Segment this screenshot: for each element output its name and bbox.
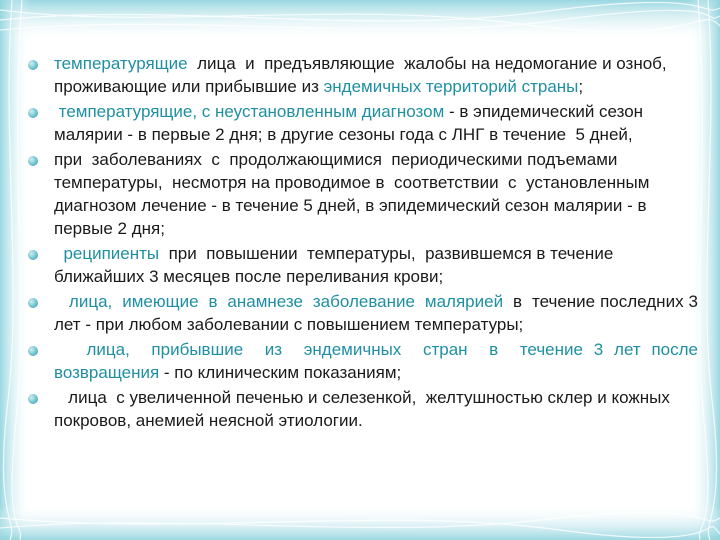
bullet-item	[28, 290, 703, 336]
bullet-icon	[28, 250, 38, 260]
highlighted-text: реципиенты	[63, 244, 160, 263]
bullet-text: - по клиническим показаниям;	[159, 363, 402, 382]
bullet-icon	[28, 156, 38, 166]
bullet-item	[28, 52, 698, 98]
bullet-text: при заболеваниях с продолжающимися периодическими подъемами температуры, несмотря на проводимое в соответствии с установленным диагнозом лечение - в течение 5 дней, в эпидемический сезон малярии - в первые 2 дня;	[54, 150, 655, 238]
highlighted-text: лица, имеющие в анамнезе заболевание малярией	[68, 292, 504, 311]
bullet-item	[28, 242, 698, 288]
bullet-list	[28, 52, 703, 432]
highlighted-text: температурящие	[54, 54, 188, 73]
bullet-text: в течение последних 3 лет - при любом заболевании с повышением температуры;	[54, 292, 703, 334]
bullet-text: - в эпидемический сезон малярии - в первые 2 дня; в другие сезоны года с ЛНГ в течение 5 дней,	[54, 102, 648, 144]
highlighted-text: эндемичных территорий страны	[323, 77, 579, 96]
bullet-text	[54, 340, 86, 359]
bullet-text: при повышении температуры, развившемся в течение ближайших 3 месяцев после переливания крови;	[54, 244, 619, 286]
bullet-item	[28, 338, 703, 384]
frame-left	[0, 0, 30, 540]
bullet-item	[28, 386, 698, 432]
bullet-text: лица с увеличенной печенью и селезенкой, желтушностью склер и кожных покровов, анемией неясной этиологии.	[54, 388, 675, 430]
bullet-item	[28, 100, 698, 146]
bullet-icon	[28, 346, 38, 356]
bullet-icon	[28, 298, 38, 308]
bullet-item	[28, 148, 698, 240]
bullet-text: ;	[578, 77, 584, 96]
bullet-icon	[28, 394, 38, 404]
bullet-icon	[28, 60, 38, 70]
highlighted-text: температурящие, с неустановленным диагнозом	[58, 102, 445, 121]
bullet-text	[54, 292, 69, 311]
highlighted-text: лица, прибывшие из эндемичных стран в течение 3 лет после возвращения	[54, 340, 703, 382]
bullet-text: лица и предъявляющие жалобы на недомогание и озноб, проживающие или прибывшие из	[54, 54, 672, 96]
bullet-icon	[28, 108, 38, 118]
